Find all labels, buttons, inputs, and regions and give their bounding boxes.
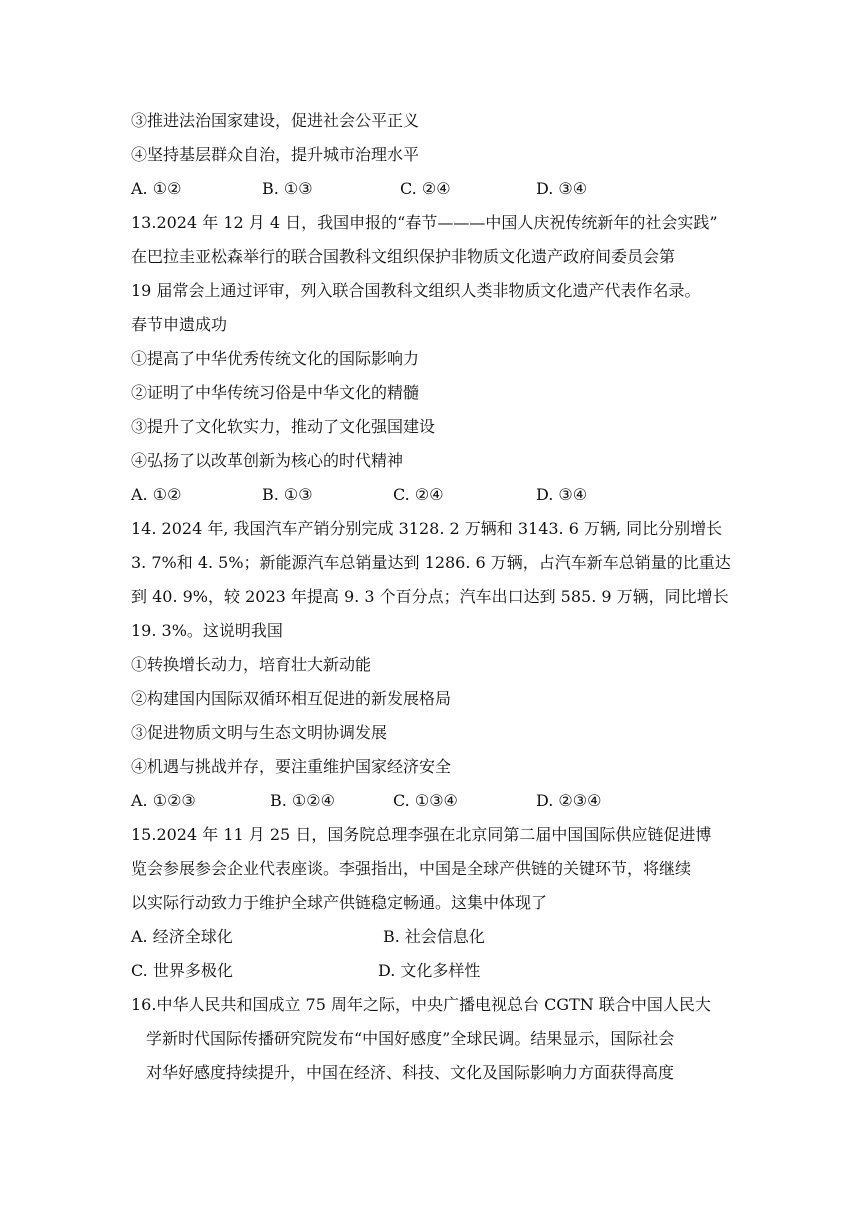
q15-stem-line-3: 以实际行动致力于维护全球产供链稳定畅通。这集中体现了 [131, 893, 548, 912]
q14-stem-line-4: 19. 3%。这说明我国 [131, 621, 283, 640]
q14-stem-line-1: 14. 2024 年, 我国汽车产销分别完成 3128. 2 万辆和 3143. 6 万辆, 同比分别增长 [131, 519, 723, 538]
q14-item-2: ②构建国内国际双循环相互促进的新发展格局 [131, 689, 452, 708]
q13-option-c: C. ②④ [393, 485, 444, 504]
q13-stem-line-1: 13.2024 年 12 月 4 日，我国申报的“春节———中国人庆祝传统新年的社会实践” [131, 213, 718, 232]
q14-option-b: B. ①②④ [270, 791, 335, 810]
q13-stem-line-2: 在巴拉圭亚松森举行的联合国教科文组织保护非物质文化遗产政府间委员会第 [131, 247, 676, 266]
q14-stem-line-3: 到 40. 9%，较 2023 年提高 9. 3 个百分点；汽车出口达到 585. 9 万辆，同比增长 [131, 587, 729, 606]
q13-stem-line-4: 春节申遗成功 [131, 315, 228, 334]
q15-option-d: D. 文化多样性 [378, 961, 481, 980]
q15-option-a: A. 经济全球化 [131, 927, 233, 946]
q13-stem-line-3: 19 届常会上通过评审，列入联合国教科文组织人类非物质文化遗产代表作名录。 [131, 281, 701, 300]
q15-stem-line-2: 览会参展参会企业代表座谈。李强指出，中国是全球产供链的关键环节，将继续 [131, 859, 692, 878]
q12-option-a: A. ①② [131, 179, 182, 198]
q13-option-b: B. ①③ [262, 485, 313, 504]
q12-option-c: C. ②④ [400, 179, 451, 198]
q12-option-b: B. ①③ [262, 179, 313, 198]
q14-stem-line-2: 3. 7%和 4. 5%；新能源汽车总销量达到 1286. 6 万辆，占汽车新车总销量的比重达 [131, 553, 731, 572]
q14-option-c: C. ①③④ [393, 791, 458, 810]
q14-item-4: ④机遇与挑战并存，要注重维护国家经济安全 [131, 757, 452, 776]
q12-item-3: ③推进法治国家建设，促进社会公平正义 [131, 111, 420, 130]
q13-item-3: ③提升了文化软实力，推动了文化强国建设 [131, 417, 436, 436]
q14-item-3: ③促进物质文明与生态文明协调发展 [131, 723, 388, 742]
q16-stem-line-3: 对华好感度持续提升，中国在经济、科技、文化及国际影响力方面获得高度 [146, 1063, 675, 1082]
q13-option-d: D. ③④ [536, 485, 588, 504]
q15-option-b: B. 社会信息化 [383, 927, 485, 946]
q14-option-d: D. ②③④ [536, 791, 602, 810]
q12-option-d: D. ③④ [536, 179, 588, 198]
q16-stem-line-2: 学新时代国际传播研究院发布“中国好感度”全球民调。结果显示，国际社会 [146, 1029, 675, 1048]
q13-item-2: ②证明了中华传统习俗是中华文化的精髓 [131, 383, 420, 402]
q14-item-1: ①转换增长动力，培育壮大新动能 [131, 655, 372, 674]
q12-item-4: ④坚持基层群众自治，提升城市治理水平 [131, 145, 420, 164]
q14-option-a: A. ①②③ [131, 791, 196, 810]
q13-item-4: ④弘扬了以改革创新为核心的时代精神 [131, 451, 404, 470]
q15-stem-line-1: 15.2024 年 11 月 25 日，国务院总理李强在北京同第二届中国国际供应链促进博 [131, 825, 712, 844]
q13-option-a: A. ①② [131, 485, 182, 504]
q15-option-c: C. 世界多极化 [131, 961, 233, 980]
q13-item-1: ①提高了中华优秀传统文化的国际影响力 [131, 349, 420, 368]
q16-stem-line-1: 16.中华人民共和国成立 75 周年之际，中央广播电视总台 CGTN 联合中国人民大 [131, 995, 711, 1014]
